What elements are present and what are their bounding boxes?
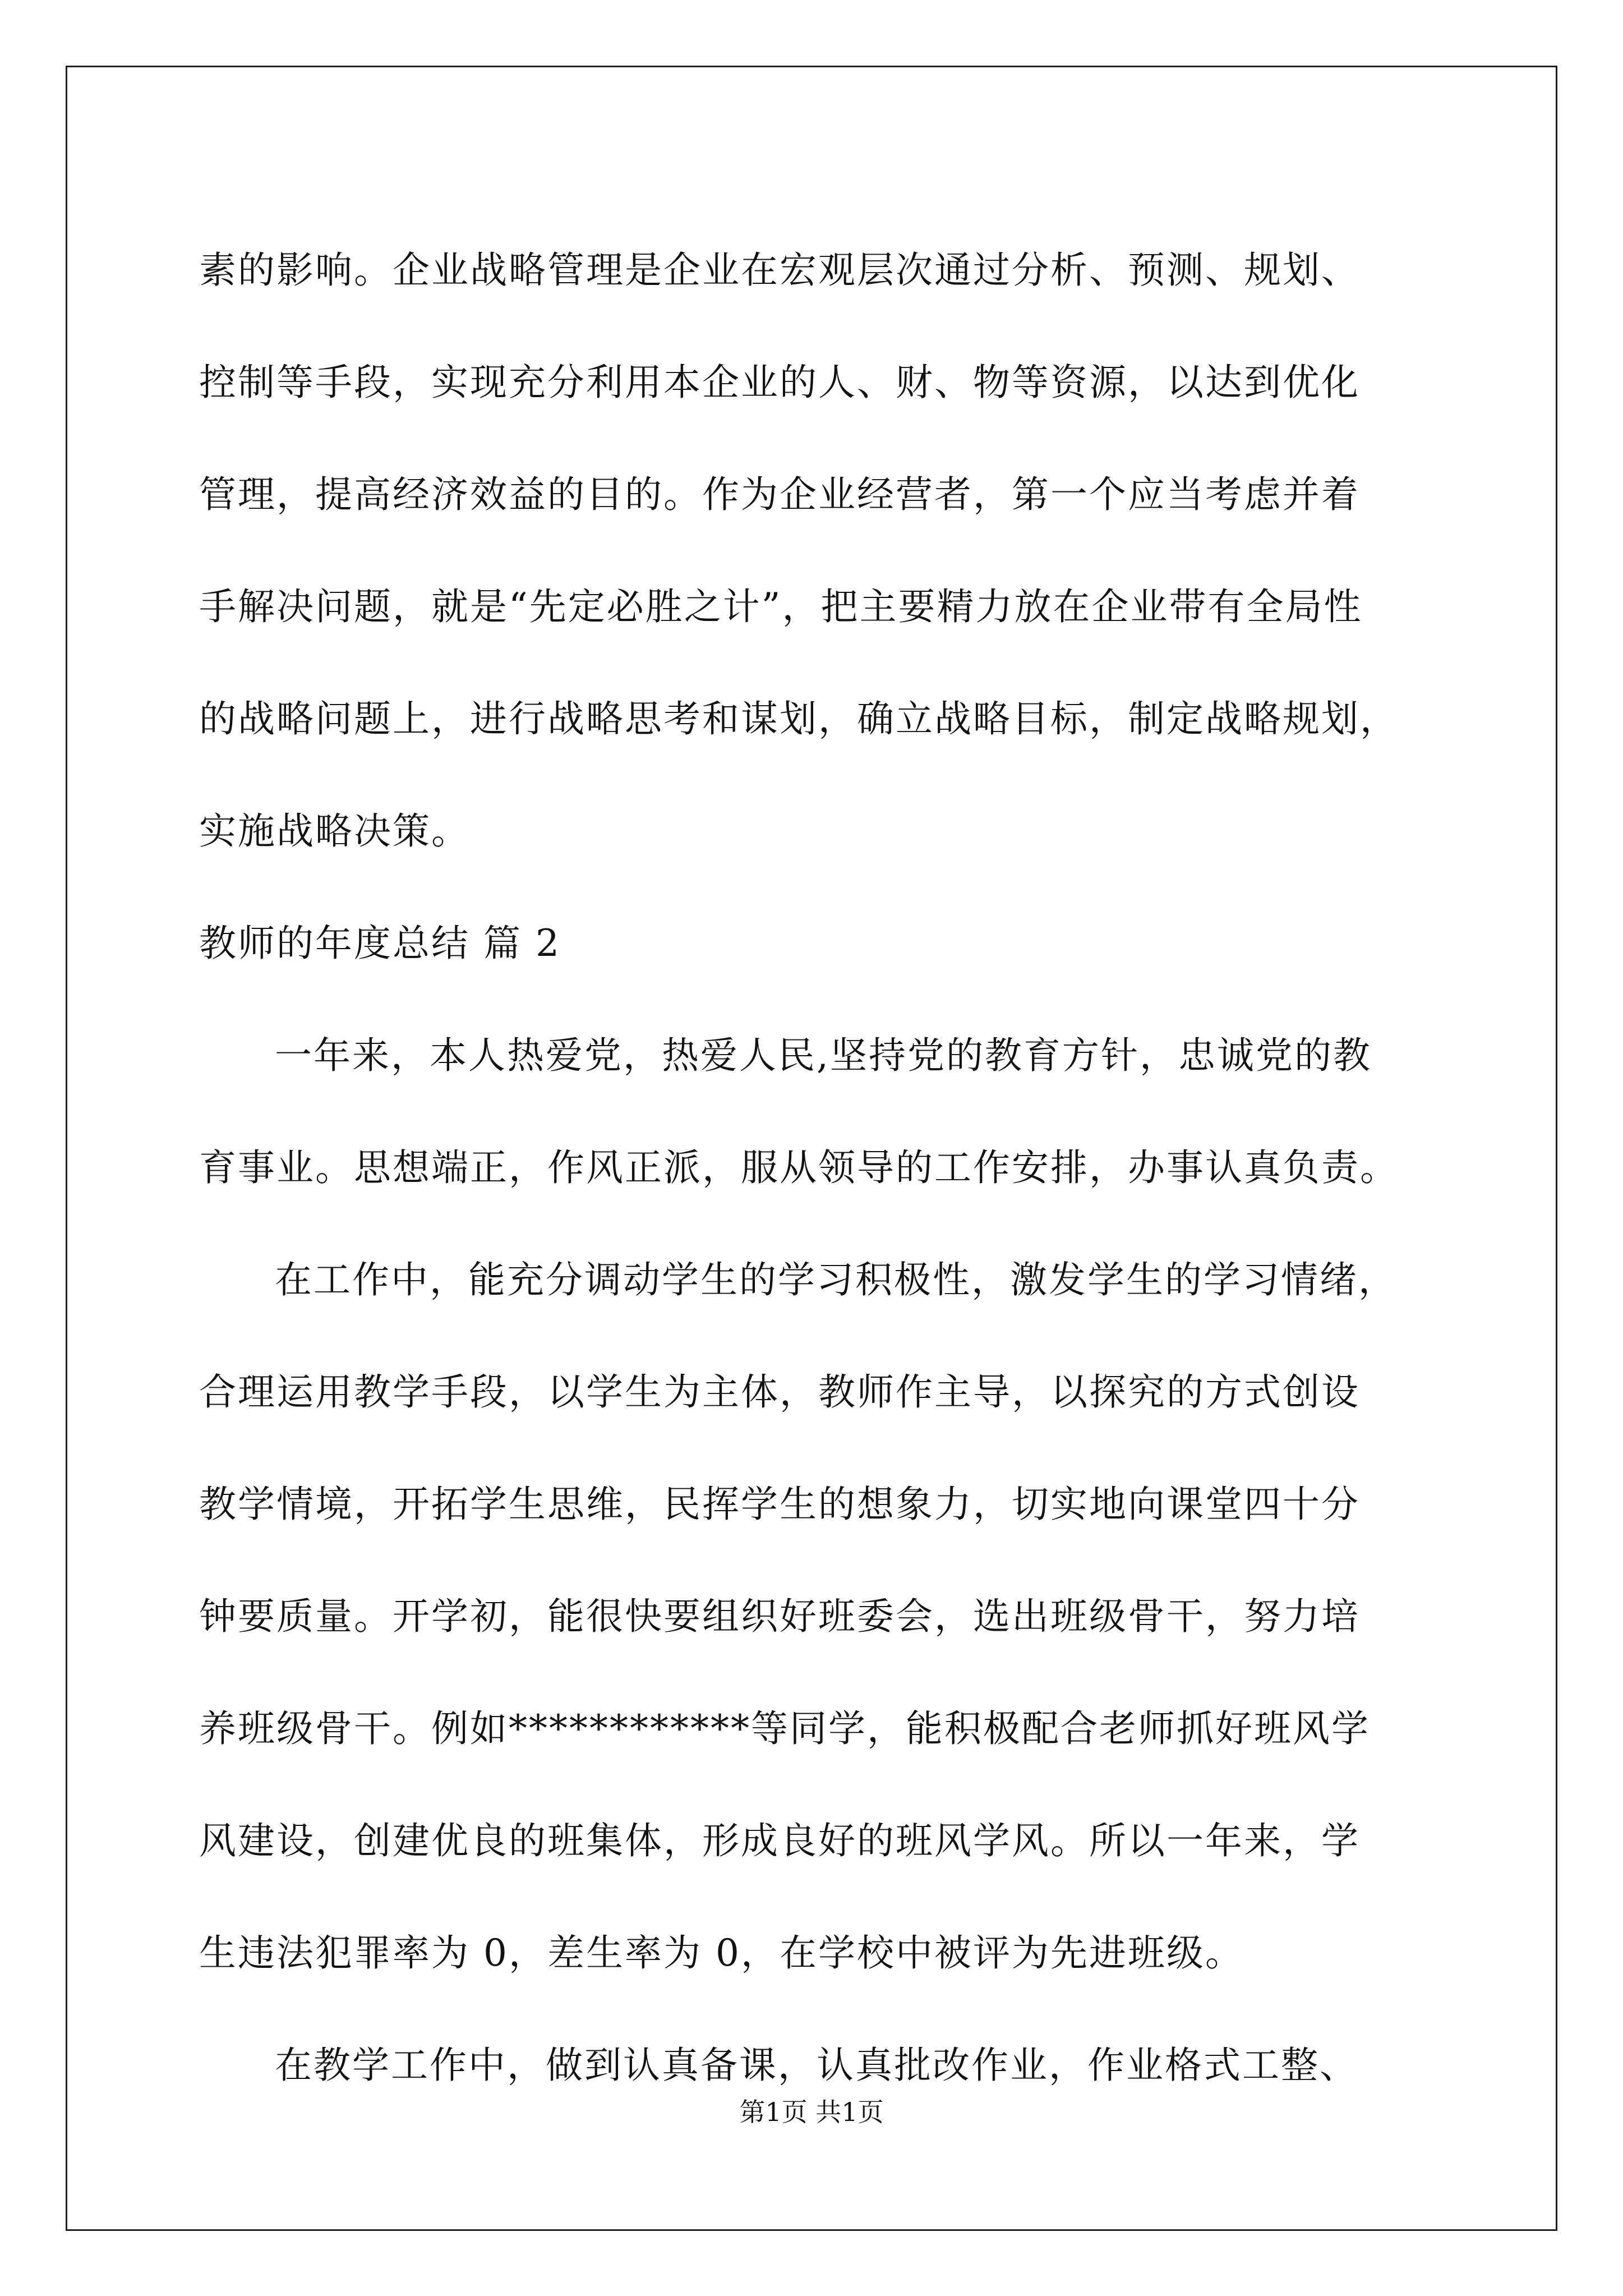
text-line: 素的影响。企业战略管理是企业在宏观层次通过分析、预测、规划、 [199,249,1360,292]
paragraph-first-line: 在教学工作中，做到认真备课，认真批改作业，作业格式工整、 [275,2044,1358,2087]
paragraph-first-line: 在工作中，能充分调动学生的学习积极性，激发学生的学习情绪， [275,1258,1397,1301]
text-line: 实施战略决策。 [199,809,470,853]
text-line: 控制等手段，实现充分利用本企业的人、财、物等资源，以达到优化 [199,361,1360,404]
text-line: 教学情境，开拓学生思维，民挥学生的想象力，切实地向课堂四十分 [199,1483,1360,1526]
text-line: 手解决问题，就是“先定必胜之计”，把主要精力放在企业带有全局性 [199,585,1363,628]
text-line: 合理运用教学手段，以学生为主体，教师作主导，以探究的方式创设 [199,1370,1360,1414]
page-footer: 第1页 共1页 [739,2097,884,2127]
text-line: 管理，提高经济效益的目的。作为企业经营者，第一个应当考虑并着 [199,473,1360,516]
text-line: 的战略问题上，进行战略思考和谋划，确立战略目标，制定战略规划， [199,697,1399,740]
document-body [199,214,1433,2122]
text-line: 育事业。思想端正，作风正派，服从领导的工作安排，办事认真负责。 [199,1146,1399,1189]
text-line: 钟要质量。开学初，能很快要组织好班委会，选出班级骨干，努力培 [199,1595,1360,1638]
text-line: 养班级骨干。例如************等同学，能积极配合老师抓好班风学 [199,1707,1370,1750]
text-line: 生违法犯罪率为 0，差生率为 0，在学校中被评为先进班级。 [199,1931,1244,1975]
text-line: 风建设，创建优良的班集体，形成良好的班风学风。所以一年来，学 [199,1819,1360,1862]
section-heading: 教师的年度总结 篇 2 [199,922,561,965]
paragraph-first-line: 一年来，本人热爱党，热爱人民,坚持党的教育方针，忠诚党的教 [275,1034,1372,1077]
